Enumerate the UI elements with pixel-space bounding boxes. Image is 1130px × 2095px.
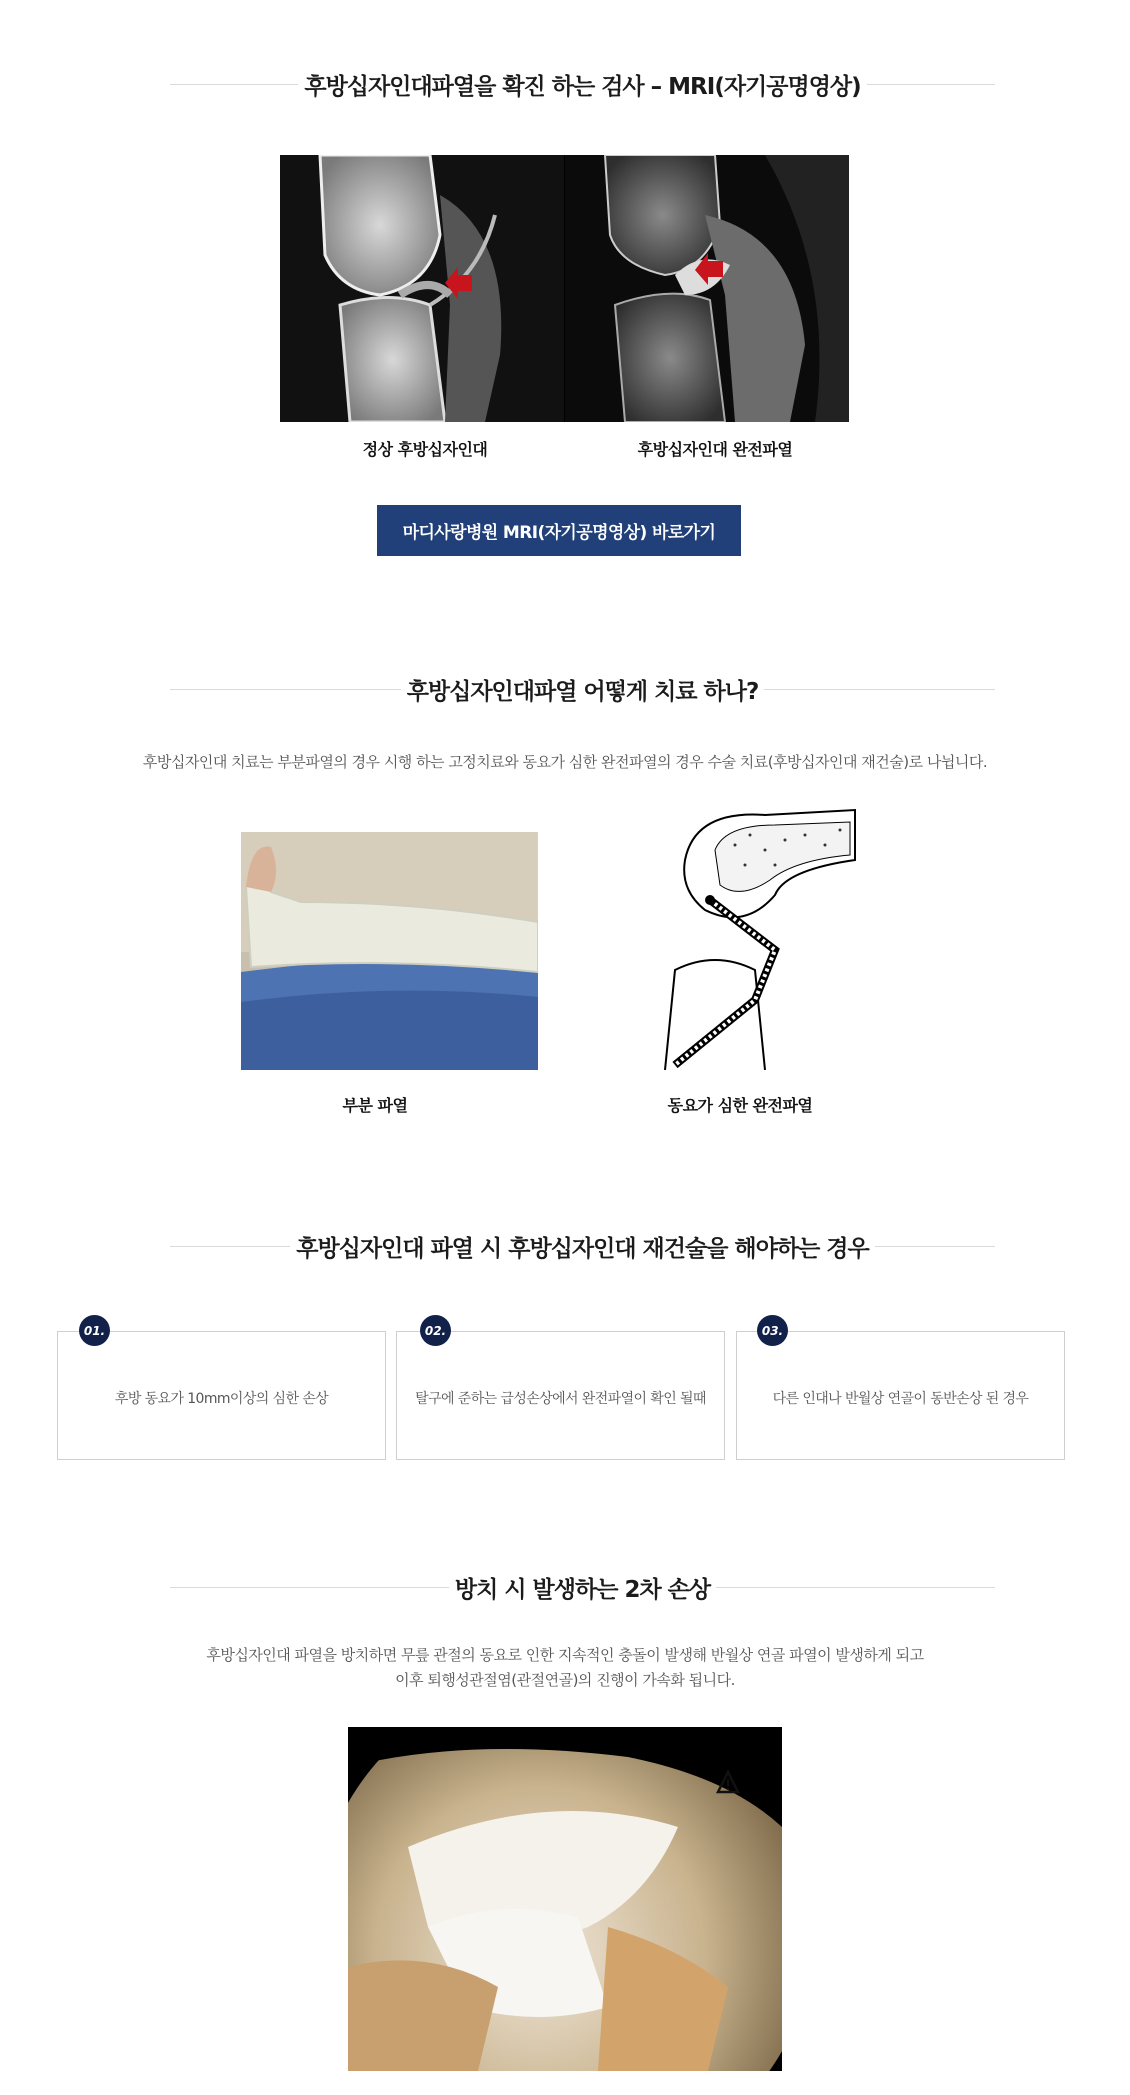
case-badge-1: 01. [79,1315,110,1346]
mri-torn [565,155,849,422]
heading-rule-right [875,1246,995,1247]
cast-photo [241,832,538,1070]
section3-title: 후방십자인대 파열 시 후방십자인대 재건술을 해야하는 경우 [296,1236,869,1262]
case-text-2: 탈구에 준하는 급성손상에서 완전파열이 확인 될때 [415,1391,706,1407]
heading-rule-right [867,84,995,85]
heading-rule-left [170,1587,449,1588]
heading-rule-right [764,689,995,690]
case-card-2 [396,1331,725,1460]
case-card-1 [57,1331,386,1460]
heading-rule-left [170,1246,290,1247]
heading-rule-left [170,689,401,690]
mri-caption-torn: 후방십자인대 완전파열 [637,440,793,459]
section1-heading [170,68,995,101]
mri-image-pair [280,155,849,422]
section2-description: 후방십자인대 치료는 부분파열의 경우 시행 하는 고정치료와 동요가 심한 완전파열의 경우 수술 치료(후방십자인대 재건술)로 나뉩니다. [142,753,988,771]
section3-heading [170,1230,995,1263]
mri-caption-normal: 정상 후방십자인대 [362,440,488,459]
case-text-3: 다른 인대나 반월상 연골이 동반손상 된 경우 [772,1391,1029,1407]
partial-tear-caption: 부분 파열 [342,1096,408,1115]
arthroscopy-image [348,1727,782,2071]
heading-rule-left [170,84,298,85]
knee-graft-drawing [655,800,860,1070]
section1-title: 후방십자인대파열을 확진 하는 검사 – MRI(자기공명영상) [304,74,861,100]
section2-title: 후방십자인대파열 어떻게 치료 하나? [406,679,759,705]
mri-images [280,155,849,422]
reconstruction-illustration [655,800,860,1070]
heading-rule-right [716,1587,995,1588]
case-card-3 [736,1331,1065,1460]
section4-description-line1: 후방십자인대 파열을 방치하면 무릎 관절의 동요로 인한 지속적인 충돌이 발생해 반월상 연골 파열이 발생하게 되고 [206,1646,924,1664]
complete-tear-caption: 동요가 심한 완전파열 [667,1096,813,1115]
mri-link-button[interactable]: 마디사랑병원 MRI(자기공명영상) 바로가기 [377,505,741,556]
case-badge-3: 03. [757,1315,788,1346]
mri-normal [280,155,564,422]
section4-heading [170,1571,995,1604]
section4-title: 방치 시 발생하는 2차 손상 [454,1577,711,1603]
case-text-1: 후방 동요가 10mm이상의 심한 손상 [114,1391,329,1407]
section4-description-line2: 이후 퇴행성관절염(관절연골)의 진행이 가속화 됩니다. [395,1671,735,1689]
case-badge-2: 02. [420,1315,451,1346]
cast-image [241,832,538,1070]
arthroscopy-view [348,1727,782,2071]
section2-heading [170,673,995,706]
